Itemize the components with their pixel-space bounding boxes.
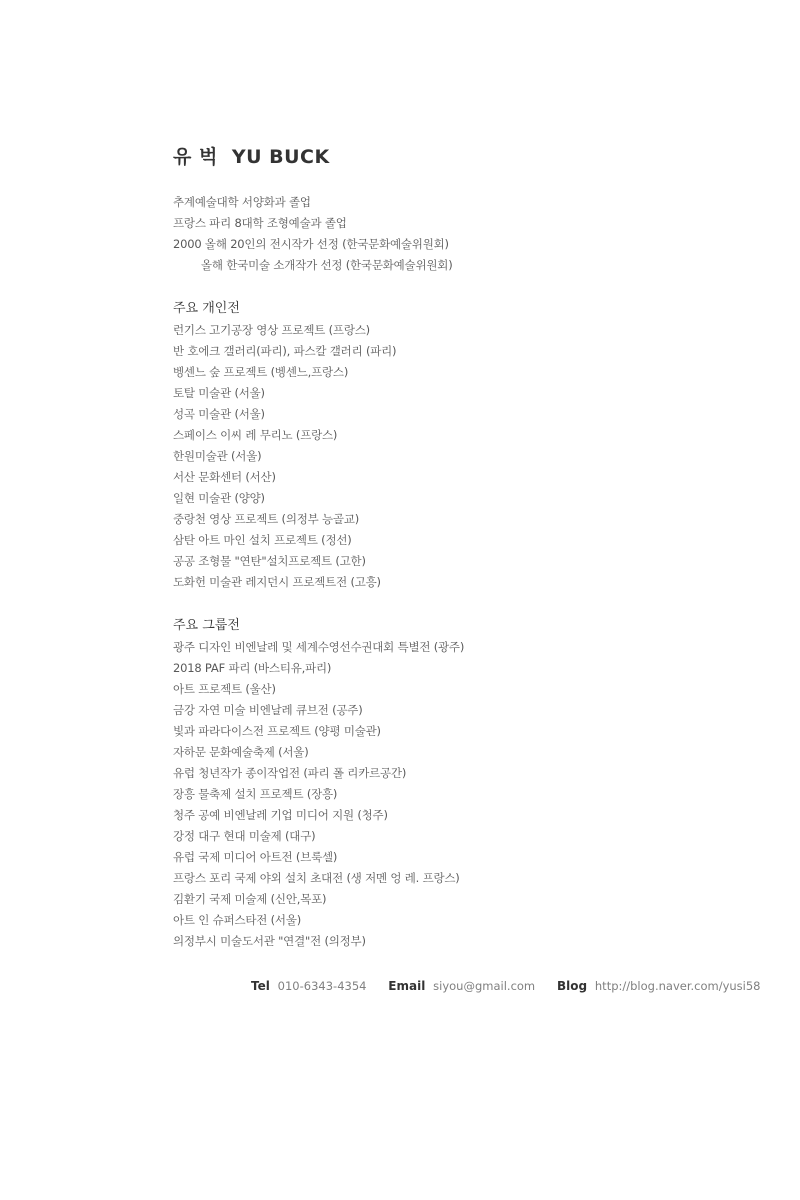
email-label: Email xyxy=(388,979,426,993)
solo-exhibitions-list xyxy=(173,320,753,593)
list-item: 장흥 물축제 설치 프로젝트 (장흥) xyxy=(173,787,338,801)
list-item: 프랑스 포리 국제 야외 설치 초대전 (생 저멘 엉 레. 프랑스) xyxy=(173,871,460,885)
list-item: 김환기 국제 미술제 (신안,목포) xyxy=(173,892,327,906)
education-item: 올해 한국미술 소개작가 선정 (한국문화예술위원회) xyxy=(201,258,453,272)
list-item: 2018 PAF 파리 (바스티유,파리) xyxy=(173,661,332,675)
list-item: 의정부시 미술도서관 "연결"전 (의정부) xyxy=(173,934,366,948)
group-exhibitions-heading: 주요 그룹전 xyxy=(173,618,240,633)
blog-value: http://blog.naver.com/yusi58 xyxy=(594,979,761,993)
list-item: 공공 조형물 "연탄"설치프로젝트 (고한) xyxy=(173,554,366,568)
contact-email xyxy=(388,975,535,997)
name-korean: 유 벅 xyxy=(173,146,218,168)
list-item: 유럽 청년작가 종이작업전 (파리 폴 리카르공간) xyxy=(173,766,407,780)
contact-tel xyxy=(251,975,366,997)
list-item: 벵센느 숲 프로젝트 (벵센느,프랑스) xyxy=(173,365,349,379)
contact-bar xyxy=(251,975,761,997)
list-item: 서산 문화센터 (서산) xyxy=(173,470,276,484)
tel-label: Tel xyxy=(251,979,270,993)
list-item: 아트 프로젝트 (울산) xyxy=(173,682,276,696)
tel-value: 010-6343-4354 xyxy=(277,979,367,993)
list-item: 청주 공예 비엔날레 기업 미디어 지원 (청주) xyxy=(173,808,388,822)
list-item: 아트 인 슈퍼스타전 (서울) xyxy=(173,913,302,927)
list-item: 자하문 문화예술축제 (서울) xyxy=(173,745,309,759)
list-item: 토탈 미술관 (서울) xyxy=(173,386,265,400)
list-item: 금강 자연 미술 비엔날레 큐브전 (공주) xyxy=(173,703,363,717)
list-item: 유럽 국제 미디어 아트전 (브룩셀) xyxy=(173,850,338,864)
resume-page xyxy=(173,140,753,952)
list-item: 빛과 파라다이스전 프로젝트 (양평 미술관) xyxy=(173,724,381,738)
page-title xyxy=(173,140,753,174)
contact-blog xyxy=(557,975,761,997)
list-item: 일현 미술관 (양양) xyxy=(173,491,265,505)
blog-label: Blog xyxy=(556,979,588,993)
solo-exhibitions-heading: 주요 개인전 xyxy=(173,301,240,316)
list-item: 반 호에크 갤러리(파리), 파스칼 갤러리 (파리) xyxy=(173,344,397,358)
list-item: 한원미술관 (서울) xyxy=(173,449,262,463)
education-item: 프랑스 파리 8대학 조형예술과 졸업 xyxy=(173,216,347,230)
list-item: 도화헌 미술관 레지던시 프로젝트전 (고흥) xyxy=(173,575,381,589)
education-section xyxy=(173,192,753,276)
list-item: 스페이스 이씨 레 무리노 (프랑스) xyxy=(173,428,338,442)
education-item: 추계예술대학 서양화과 졸업 xyxy=(173,195,311,209)
list-item: 런기스 고기공장 영상 프로젝트 (프랑스) xyxy=(173,323,370,337)
list-item: 강정 대구 현대 미술제 (대구) xyxy=(173,829,316,843)
education-item: 2000 올해 20인의 전시작가 선정 (한국문화예술위원회) xyxy=(173,237,449,251)
list-item: 광주 디자인 비엔날레 및 세계수영선수권대회 특별전 (광주) xyxy=(173,640,465,654)
group-exhibitions-list xyxy=(173,637,753,952)
name-english: YU BUCK xyxy=(231,146,330,168)
list-item: 삼탄 아트 마인 설치 프로젝트 (정선) xyxy=(173,533,352,547)
list-item: 성곡 미술관 (서울) xyxy=(173,407,265,421)
email-value: siyou@gmail.com xyxy=(433,979,536,993)
list-item: 중랑천 영상 프로젝트 (의정부 능골교) xyxy=(173,512,360,526)
